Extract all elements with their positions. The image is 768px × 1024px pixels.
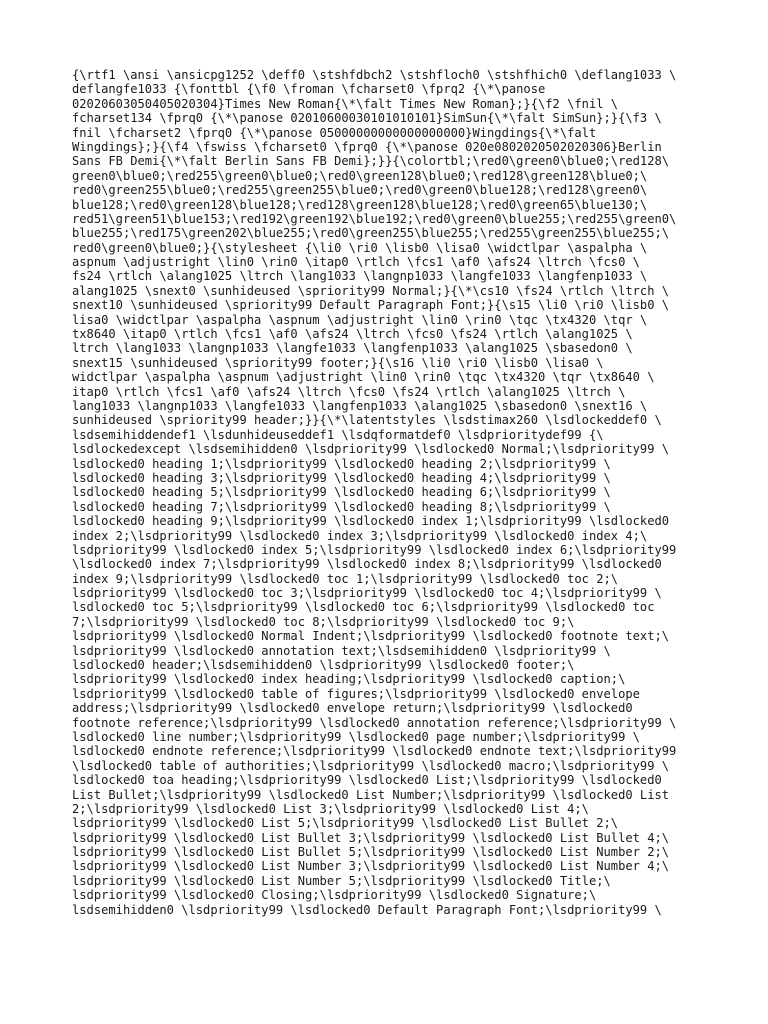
text-line: lsdlocked0 heading 5;\lsdpriority99 \lsdlocked0 heading 6;\lsdpriority99 \ (72, 485, 611, 500)
text-line: lsdpriority99 \lsdlocked0 Normal Indent;\lsdpriority99 \lsdlocked0 footnote text;\ (72, 629, 670, 644)
text-line: lisa0 \widctlpar \aspalpha \aspnum \adjustright \lin0 \rin0 \tqc \tx4320 \tqr \ (72, 312, 648, 327)
text-line: lsdpriority99 \lsdlocked0 List 5;\lsdpriority99 \lsdlocked0 List Bullet 2;\ (72, 816, 619, 831)
text-line: alang1025 \snext0 \sunhideused \spriority99 Normal;}{\*\cs10 \fs24 \rtlch \ltrch \ (72, 283, 670, 298)
text-line: fnil \fcharset2 \fprq0 {\*\panose 05000000000000000000}Wingdings{\*\falt (72, 125, 597, 140)
text-line: snext15 \sunhideused \spriority99 footer;}{\s16 \li0 \ri0 \lisb0 \lisa0 \ (72, 355, 604, 370)
text-line: lsdpriority99 \lsdlocked0 index heading;\lsdpriority99 \lsdlocked0 caption;\ (72, 672, 626, 687)
text-line: lsdpriority99 \lsdlocked0 List Number 3;\lsdpriority99 \lsdlocked0 List Number 4;\ (72, 859, 670, 874)
text-line: lsdpriority99 \lsdlocked0 List Number 5;\lsdpriority99 \lsdlocked0 Title;\ (72, 873, 611, 888)
text-line: lang1033 \langnp1033 \langfe1033 \langfenp1033 \alang1025 \sbasedon0 \snext16 \ (72, 398, 648, 413)
text-line: tx8640 \itap0 \rtlch \fcs1 \af0 \afs24 \ltrch \fcs0 \fs24 \rtlch \alang1025 \ (72, 327, 633, 342)
text-line: lsdlocked0 header;\lsdsemihidden0 \lsdpriority99 \lsdlocked0 footer;\ (72, 658, 575, 673)
text-line: aspnum \adjustright \lin0 \rin0 \itap0 \rtlch \fcs1 \af0 \afs24 \ltrch \fcs0 \ (72, 255, 640, 270)
text-line: 02020603050405020304}Times New Roman{\*\falt Times New Roman};}{\f2 \fnil \ (72, 96, 619, 111)
text-line: List Bullet;\lsdpriority99 \lsdlocked0 List Number;\lsdpriority99 \lsdlocked0 List (72, 787, 670, 802)
text-line: lsdpriority99 \lsdlocked0 List Bullet 5;\lsdpriority99 \lsdlocked0 List Number 2;\ (72, 845, 670, 860)
text-line: deflangfe1033 {\fonttbl {\f0 \froman \fcharset0 \fprq2 {\*\panose (72, 82, 546, 97)
text-line: green0\blue0;\red255\green0\blue0;\red0\green128\blue0;\red128\green128\blue0;\ (72, 168, 648, 183)
text-line: lsdpriority99 \lsdlocked0 toc 3;\lsdpriority99 \lsdlocked0 toc 4;\lsdpriority99 \ (72, 586, 662, 601)
text-line: red0\green255\blue0;\red255\green255\blue0;\red0\green0\blue128;\red128\green0\ (72, 183, 648, 198)
text-line: red0\green0\blue0;}{\stylesheet {\li0 \ri0 \lisb0 \lisa0 \widctlpar \aspalpha \ (72, 240, 648, 255)
text-line: blue255;\red175\green202\blue255;\red0\green255\blue255;\red255\green255\blue255;\ (72, 226, 670, 241)
text-line: Sans FB Demi{\*\falt Berlin Sans FB Demi};}}{\colortbl;\red0\green0\blue0;\red128\ (72, 154, 670, 169)
rtf-source-text (72, 68, 712, 917)
text-line: itap0 \rtlch \fcs1 \af0 \afs24 \ltrch \fcs0 \fs24 \rtlch \alang1025 \ltrch \ (72, 384, 626, 399)
text-line: lsdsemihiddendef1 \lsdunhideuseddef1 \lsdqformatdef0 \lsdprioritydef99 {\ (72, 427, 604, 442)
text-line: lsdlocked0 heading 3;\lsdpriority99 \lsdlocked0 heading 4;\lsdpriority99 \ (72, 470, 611, 485)
text-line: lsdlocked0 endnote reference;\lsdpriority99 \lsdlocked0 endnote text;\lsdpriority99 (72, 744, 677, 759)
text-line: \lsdlocked0 table of authorities;\lsdpriority99 \lsdlocked0 macro;\lsdpriority99 \ (72, 758, 670, 773)
text-line: fcharset134 \fprq0 {\*\panose 02010600030101010101}SimSun{\*\falt SimSun};}{\f3 \ (72, 111, 662, 126)
text-line: lsdpriority99 \lsdlocked0 table of figures;\lsdpriority99 \lsdlocked0 envelope (72, 686, 640, 701)
text-line: blue128;\red0\green128\blue128;\red128\green128\blue128;\red0\green65\blue130;\ (72, 197, 648, 212)
text-line: ltrch \lang1033 \langnp1033 \langfe1033 \langfenp1033 \alang1025 \sbasedon0 \ (72, 341, 633, 356)
text-line: lsdlocked0 toc 5;\lsdpriority99 \lsdlocked0 toc 6;\lsdpriority99 \lsdlocked0 toc (72, 600, 655, 615)
text-line: lsdpriority99 \lsdlocked0 annotation text;\lsdsemihidden0 \lsdpriority99 \ (72, 643, 611, 658)
text-line: 7;\lsdpriority99 \lsdlocked0 toc 8;\lsdpriority99 \lsdlocked0 toc 9;\ (72, 614, 575, 629)
text-line: lsdlockedexcept \lsdsemihidden0 \lsdpriority99 \lsdlocked0 Normal;\lsdpriority99 \ (72, 442, 670, 457)
text-line: lsdlocked0 heading 1;\lsdpriority99 \lsdlocked0 heading 2;\lsdpriority99 \ (72, 456, 611, 471)
text-line: red51\green51\blue153;\red192\green192\blue192;\red0\green0\blue255;\red255\green0\ (72, 211, 677, 226)
text-line: 2;\lsdpriority99 \lsdlocked0 List 3;\lsdpriority99 \lsdlocked0 List 4;\ (72, 801, 589, 816)
text-line: lsdpriority99 \lsdlocked0 Closing;\lsdpriority99 \lsdlocked0 Signature;\ (72, 888, 597, 903)
text-line: lsdlocked0 heading 7;\lsdpriority99 \lsdlocked0 heading 8;\lsdpriority99 \ (72, 499, 611, 514)
text-line: lsdsemihidden0 \lsdpriority99 \lsdlocked0 Default Paragraph Font;\lsdpriority99 \ (72, 902, 662, 917)
text-line: sunhideused \spriority99 header;}}{\*\latentstyles \lsdstimax260 \lsdlockeddef0 \ (72, 413, 662, 428)
text-line: lsdlocked0 line number;\lsdpriority99 \lsdlocked0 page number;\lsdpriority99 \ (72, 729, 640, 744)
text-line: snext10 \sunhideused \spriority99 Default Paragraph Font;}{\s15 \li0 \ri0 \lisb0 \ (72, 298, 670, 313)
text-line: Wingdings};}{\f4 \fswiss \fcharset0 \fprq0 {\*\panose 020e0802020502020306}Berlin (72, 139, 662, 154)
text-line: lsdpriority99 \lsdlocked0 index 5;\lsdpriority99 \lsdlocked0 index 6;\lsdpriority99 (72, 542, 677, 557)
text-line: {\rtf1 \ansi \ansicpg1252 \deff0 \stshfdbch2 \stshfloch0 \stshfhich0 \deflang1033 \ (72, 68, 677, 82)
text-line: index 2;\lsdpriority99 \lsdlocked0 index 3;\lsdpriority99 \lsdlocked0 index 4;\ (72, 528, 648, 543)
text-line: fs24 \rtlch \alang1025 \ltrch \lang1033 \langnp1033 \langfe1033 \langfenp1033 \ (72, 269, 648, 284)
text-line: lsdlocked0 heading 9;\lsdpriority99 \lsdlocked0 index 1;\lsdpriority99 \lsdlocked0 (72, 514, 670, 529)
text-line: footnote reference;\lsdpriority99 \lsdlocked0 annotation reference;\lsdpriority99 \ (72, 715, 677, 730)
text-line: lsdlocked0 toa heading;\lsdpriority99 \lsdlocked0 List;\lsdpriority99 \lsdlocked0 (72, 773, 662, 788)
text-line: address;\lsdpriority99 \lsdlocked0 envelope return;\lsdpriority99 \lsdlocked0 (72, 701, 633, 716)
text-line: lsdpriority99 \lsdlocked0 List Bullet 3;\lsdpriority99 \lsdlocked0 List Bullet 4;\ (72, 830, 670, 845)
text-line: \lsdlocked0 index 7;\lsdpriority99 \lsdlocked0 index 8;\lsdpriority99 \lsdlocked0 (72, 557, 662, 572)
text-line: index 9;\lsdpriority99 \lsdlocked0 toc 1;\lsdpriority99 \lsdlocked0 toc 2;\ (72, 571, 619, 586)
text-line: widctlpar \aspalpha \aspnum \adjustright \lin0 \rin0 \tqc \tx4320 \tqr \tx8640 \ (72, 370, 655, 385)
